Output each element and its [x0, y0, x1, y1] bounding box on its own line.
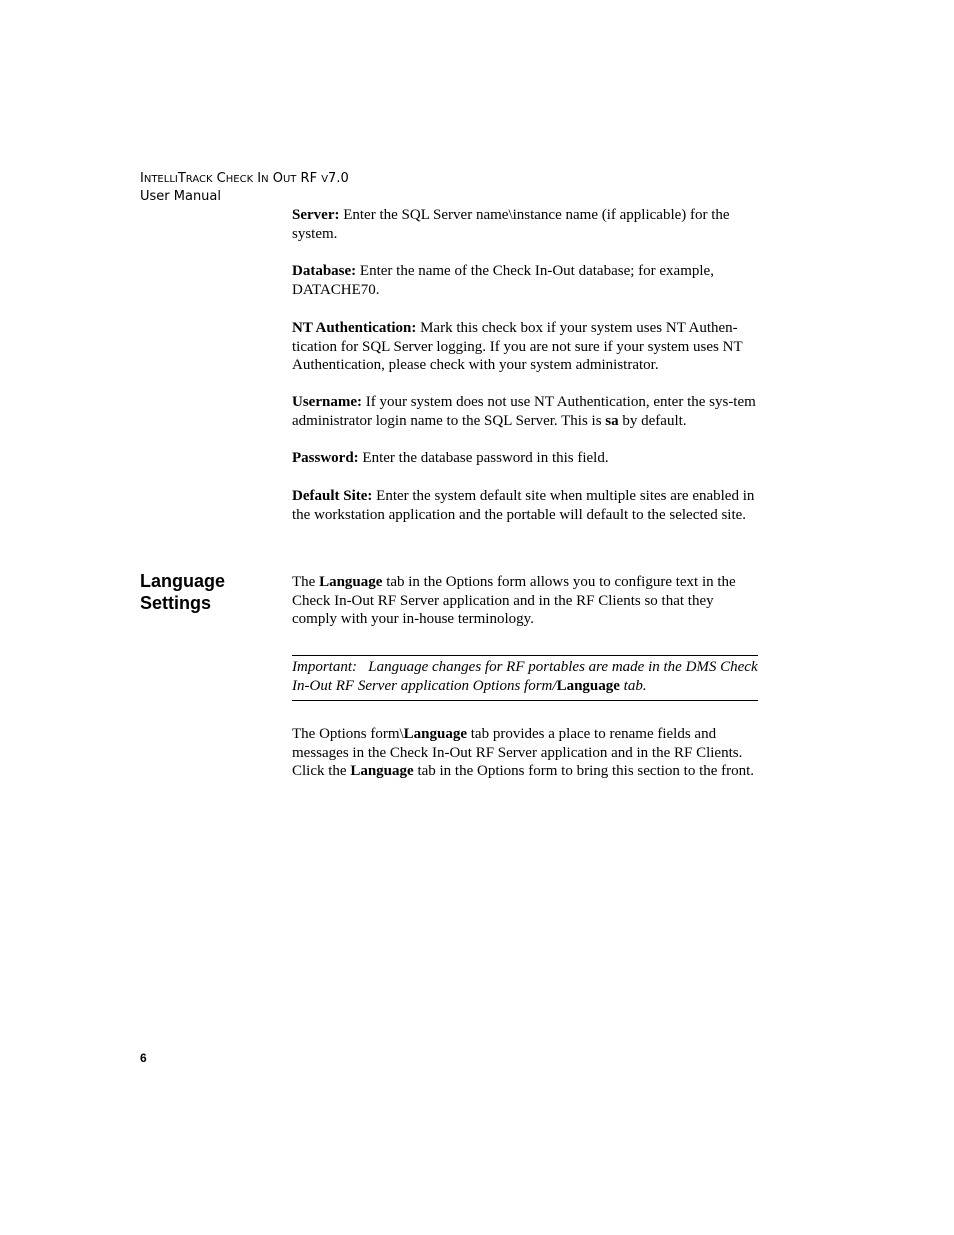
- field-default-site: Default Site: Enter the system default site when multiple sites are enabled in the workstation application and the portable will default to the selected site.: [292, 488, 755, 523]
- field-password: Password: Enter the database password in this field.: [292, 450, 609, 466]
- important-note: Important: Language changes for RF portables are made in the DMS Check In-Out RF Server application Options form/Language tab.: [292, 659, 758, 694]
- document-title: INTELLITRACK CHECK IN OUT RF V7.0: [140, 171, 349, 186]
- page-number: 6: [140, 1051, 147, 1065]
- document-subtitle: User Manual: [140, 189, 222, 204]
- note-bottom-rule: [292, 700, 758, 701]
- section-heading-language-settings: Language Settings: [140, 571, 226, 613]
- field-server: Server: Enter the SQL Server name\instance name (if applicable) for the system.: [292, 207, 730, 242]
- field-database: Database: Enter the name of the Check In-Out database; for example, DATACHE70.: [292, 263, 714, 298]
- field-nt-authentication: NT Authentication: Mark this check box if your system uses NT Authen-tication for SQL Server logging. If you are not sure if your system uses NT Authentication, please check with your system administrator.: [292, 320, 743, 374]
- language-intro-paragraph: The Language tab in the Options form allows you to configure text in the Check In-Out RF Server application and in the RF Clients so that they comply with your in-house terminology.: [292, 574, 736, 628]
- running-header: [140, 170, 349, 205]
- note-label: Important:: [292, 659, 357, 675]
- language-tab-paragraph: The Options form\Language tab provides a place to rename fields and messages in the Check In-Out RF Server application and in the RF Clients. Click the Language tab in the Options form to bring this section to the front.: [292, 726, 755, 780]
- field-username: Username: If your system does not use NT Authentication, enter the sys-tem administrator login name to the SQL Server. This is sa by default.: [292, 394, 756, 429]
- note-top-rule: [292, 655, 758, 656]
